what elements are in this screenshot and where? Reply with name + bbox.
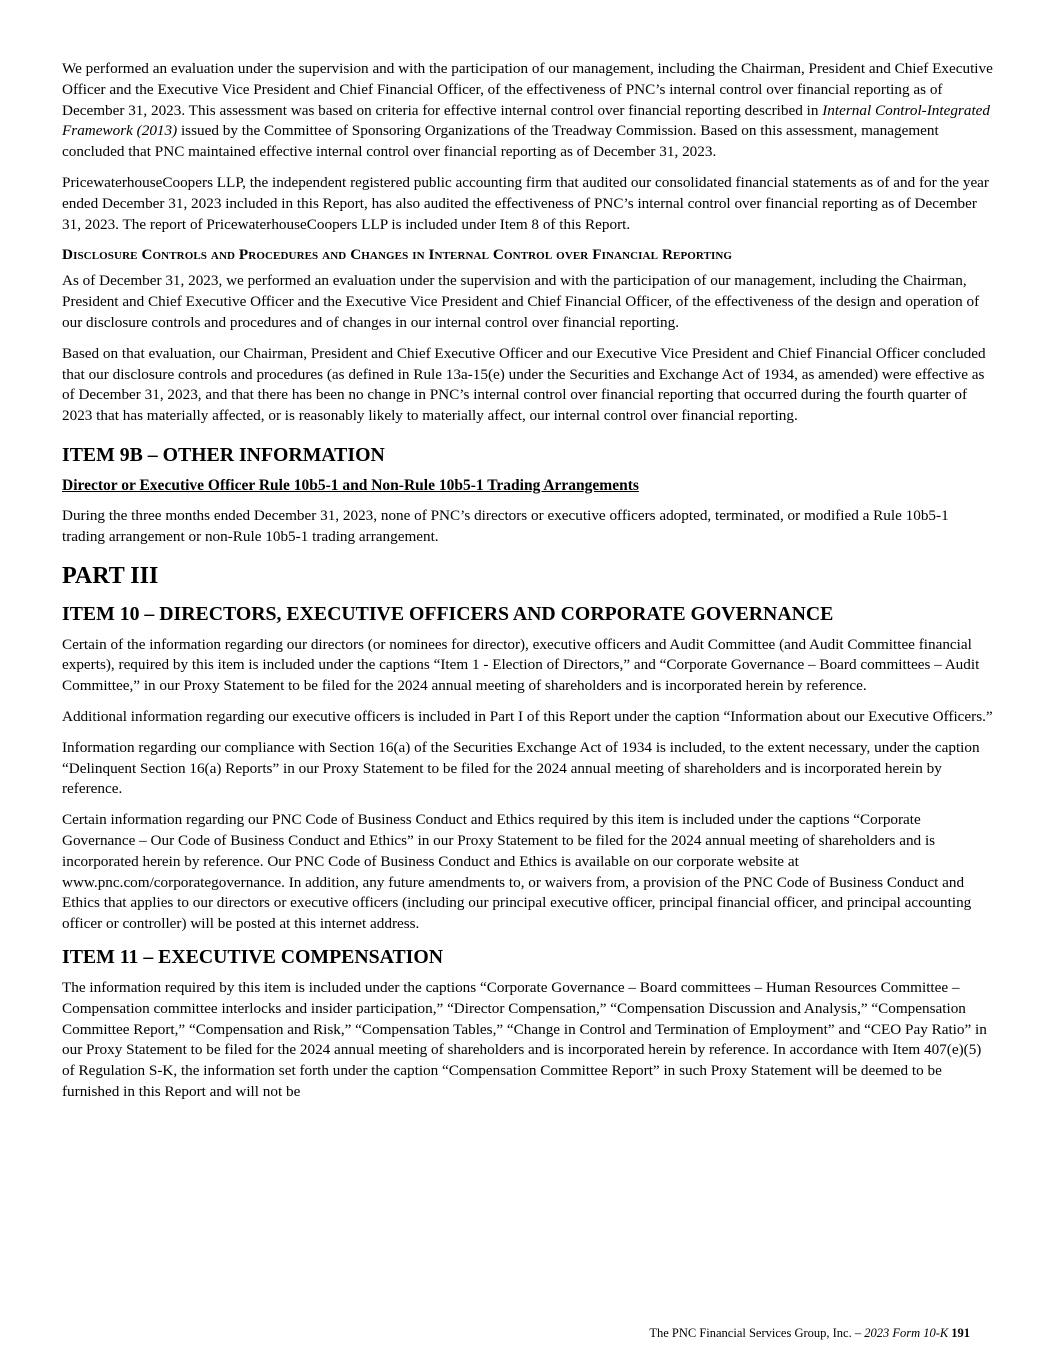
page-number: 191 (951, 1326, 970, 1340)
intro-paragraph-1: We performed an evaluation under the supervision and with the participation of our management, including the Chairman, President and Chief Executive Officer and the Executive Vice President and Chief Financial Officer, of the effectiveness of PNC’s internal control over financial reporting as of December 31, 2023. This assessment was based on criteria for effective internal control over financial reporting described in Internal Control-Integrated Framework (2013) issued by the Committee of Sponsoring Organizations of the Treadway Commission. Based on this assessment, management concluded that PNC maintained effective internal control over financial reporting as of December 31, 2023. (62, 60, 993, 161)
item-10-heading: ITEM 10 – DIRECTORS, EXECUTIVE OFFICERS AND CORPORATE GOVERNANCE (62, 602, 834, 625)
item-10-paragraph-4: Certain information regarding our PNC Code of Business Conduct and Ethics required by this item is included under the captions “Corporate Governance – Our Code of Business Conduct and Ethics” in our Proxy Statement to be filed for the 2024 annual meeting of shareholders and is incorporated herein by reference. Our PNC Code of Business Conduct and Ethics is available on our corporate website at www.pnc.com/corporategovernance. In addition, any future amendments to, or waivers from, a provision of the PNC Code of Business Conduct and Ethics that applies to our directors or executive officers (including our principal executive officer, principal financial officer, and principal accounting officer or controller) will be posted at this internet address. (62, 811, 972, 933)
item-10-paragraph-3: Information regarding our compliance with Section 16(a) of the Securities Exchange Act of 1934 is included, to the extent necessary, under the caption “Delinquent Section 16(a) Reports” in our Proxy Statement to be filed for the 2024 annual meeting of shareholders and is incorporated herein by reference. (62, 738, 980, 798)
item-9b-heading: ITEM 9B – OTHER INFORMATION (62, 443, 385, 466)
disclosure-paragraph-1: As of December 31, 2023, we performed an evaluation under the supervision and with the participation of our management, including the Chairman, President and Chief Executive Officer and the Executive Vice President and Chief Financial Officer, of the effectiveness of the design and operation of our disclosure controls and procedures and of changes in our internal control over financial reporting. (62, 272, 980, 331)
item-11-paragraph-1: The information required by this item is included under the captions “Corporate Governance – Board committees – Human Resources Committee – Compensation committee interlocks and insider participation,” “Director Compensation,” “Compensation Discussion and Analysis,” “Compensation Committee Report,” “Compensation and Risk,” “Compensation Tables,” “Change in Control and Termination of Employment” and “CEO Pay Ratio” in our Proxy Statement to be filed for the 2024 annual meeting of shareholders and is incorporated herein by reference. In accordance with Item 407(e)(5) of Regulation S-K, the information set forth under the caption “Compensation Committee Report” in such Proxy Statement will be deemed to be furnished in this Report and will not be (62, 978, 987, 1100)
footer-company: The PNC Financial Services Group, Inc. – (649, 1326, 865, 1340)
disclosure-controls-heading: Disclosure Controls and Procedures and Changes in Internal Control over Financial Reporting (62, 246, 733, 264)
intro-paragraph-2: PricewaterhouseCoopers LLP, the independent registered public accounting firm that audited our consolidated financial statements as of and for the year ended December 31, 2023 included in this Report, has also audited the effectiveness of PNC’s internal control over financial reporting as of December 31, 2023. The report of PricewaterhouseCoopers LLP is included under Item 8 of this Report. (62, 173, 989, 233)
disclosure-paragraph-2: Based on that evaluation, our Chairman, President and Chief Executive Officer and our Executive Vice President and Chief Financial Officer concluded that our disclosure controls and procedures (as defined in Rule 13a-15(e) under the Securities and Exchange Act of 1934, as amended) were effective as of December 31, 2023, and that there has been no change in PNC’s internal control over financial reporting that occurred during the fourth quarter of 2023 that has materially affected, or is reasonably likely to materially affect, our internal control over financial reporting. (62, 344, 986, 425)
framework-title: Internal Control-Integrated Framework (2013) (62, 101, 990, 140)
item-10-paragraph-2: Additional information regarding our executive officers is included in Part I of this Report under the caption “Information about our Executive Officers.” (62, 707, 993, 725)
trading-arrangements-subheading: Director or Executive Officer Rule 10b5-1 and Non-Rule 10b5-1 Trading Arrangements (62, 476, 639, 494)
item-11-heading: ITEM 11 – EXECUTIVE COMPENSATION (62, 945, 444, 968)
footer-form: 2023 Form 10-K (864, 1326, 949, 1340)
page-footer (649, 1325, 970, 1341)
page-content (62, 59, 994, 1113)
part-iii-heading: PART III (62, 562, 159, 589)
item-9b-paragraph: During the three months ended December 31, 2023, none of PNC’s directors or executive officers adopted, terminated, or modified a Rule 10b5-1 trading arrangement or non-Rule 10b5-1 trading arrangement. (62, 506, 949, 545)
item-10-paragraph-1: Certain of the information regarding our directors (or nominees for director), executive officers and Audit Committee (and Audit Committee financial experts), required by this item is included under the captions “Item 1 - Election of Directors,” and “Corporate Governance – Board committees – Audit Committee,” in our Proxy Statement to be filed for the 2024 annual meeting of shareholders and is incorporated herein by reference. (62, 635, 980, 695)
